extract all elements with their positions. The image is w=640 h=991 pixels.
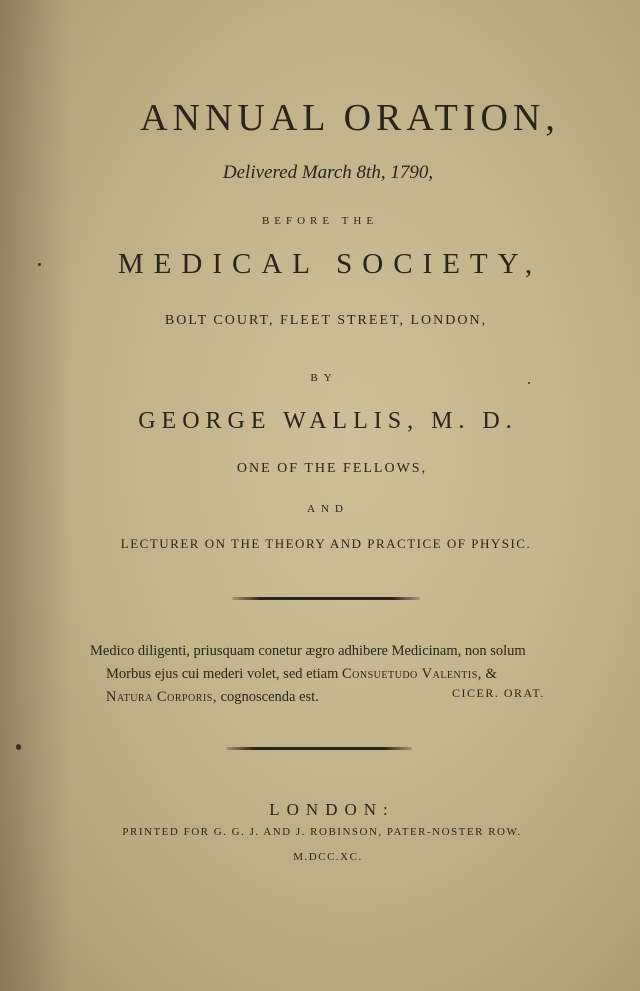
before-the-label: BEFORE THE (261, 215, 379, 227)
quote-small-caps: Natura Corporis, (106, 689, 217, 705)
imprint-year: M.DCC.XC. (293, 851, 363, 863)
ornamental-rule (226, 747, 412, 750)
quote-citation: CICER. ORAT. (452, 686, 545, 700)
quote-line-2 (90, 663, 570, 686)
book-title: ANNUAL ORATION, (140, 97, 560, 139)
quote-line-3-text: cognoscenda est. (216, 689, 319, 705)
society-name: MEDICAL SOCIETY, (117, 248, 543, 280)
quote-line-2-end: & (481, 666, 497, 682)
author-name: GEORGE WALLIS, M. D. (138, 408, 518, 434)
ornamental-rule (232, 597, 420, 600)
imprint-city: LONDON: (269, 800, 395, 819)
and-label: AND (307, 503, 349, 515)
quote-line-1: Medico diligenti, priusquam conetur ægro adhibere Medicinam, non solum (90, 643, 526, 659)
imprint-printer: PRINTED FOR G. G. J. AND J. ROBINSON, PATER-NOSTER ROW. (122, 826, 522, 838)
ink-speck (16, 744, 21, 750)
delivery-date: Delivered March 8th, 1790, (222, 162, 434, 183)
society-address: BOLT COURT, FLEET STREET, LONDON, (164, 313, 488, 328)
quote-line-2-text: Morbus ejus cui mederi volet, sed etiam (106, 666, 342, 682)
author-lectureship: LECTURER ON THE THEORY AND PRACTICE OF PHYSIC. (120, 536, 532, 551)
author-fellowship: ONE OF THE FELLOWS, (236, 461, 428, 476)
by-label: BY (310, 372, 338, 384)
quote-small-caps: Consuetudo Valentis, (341, 666, 482, 682)
